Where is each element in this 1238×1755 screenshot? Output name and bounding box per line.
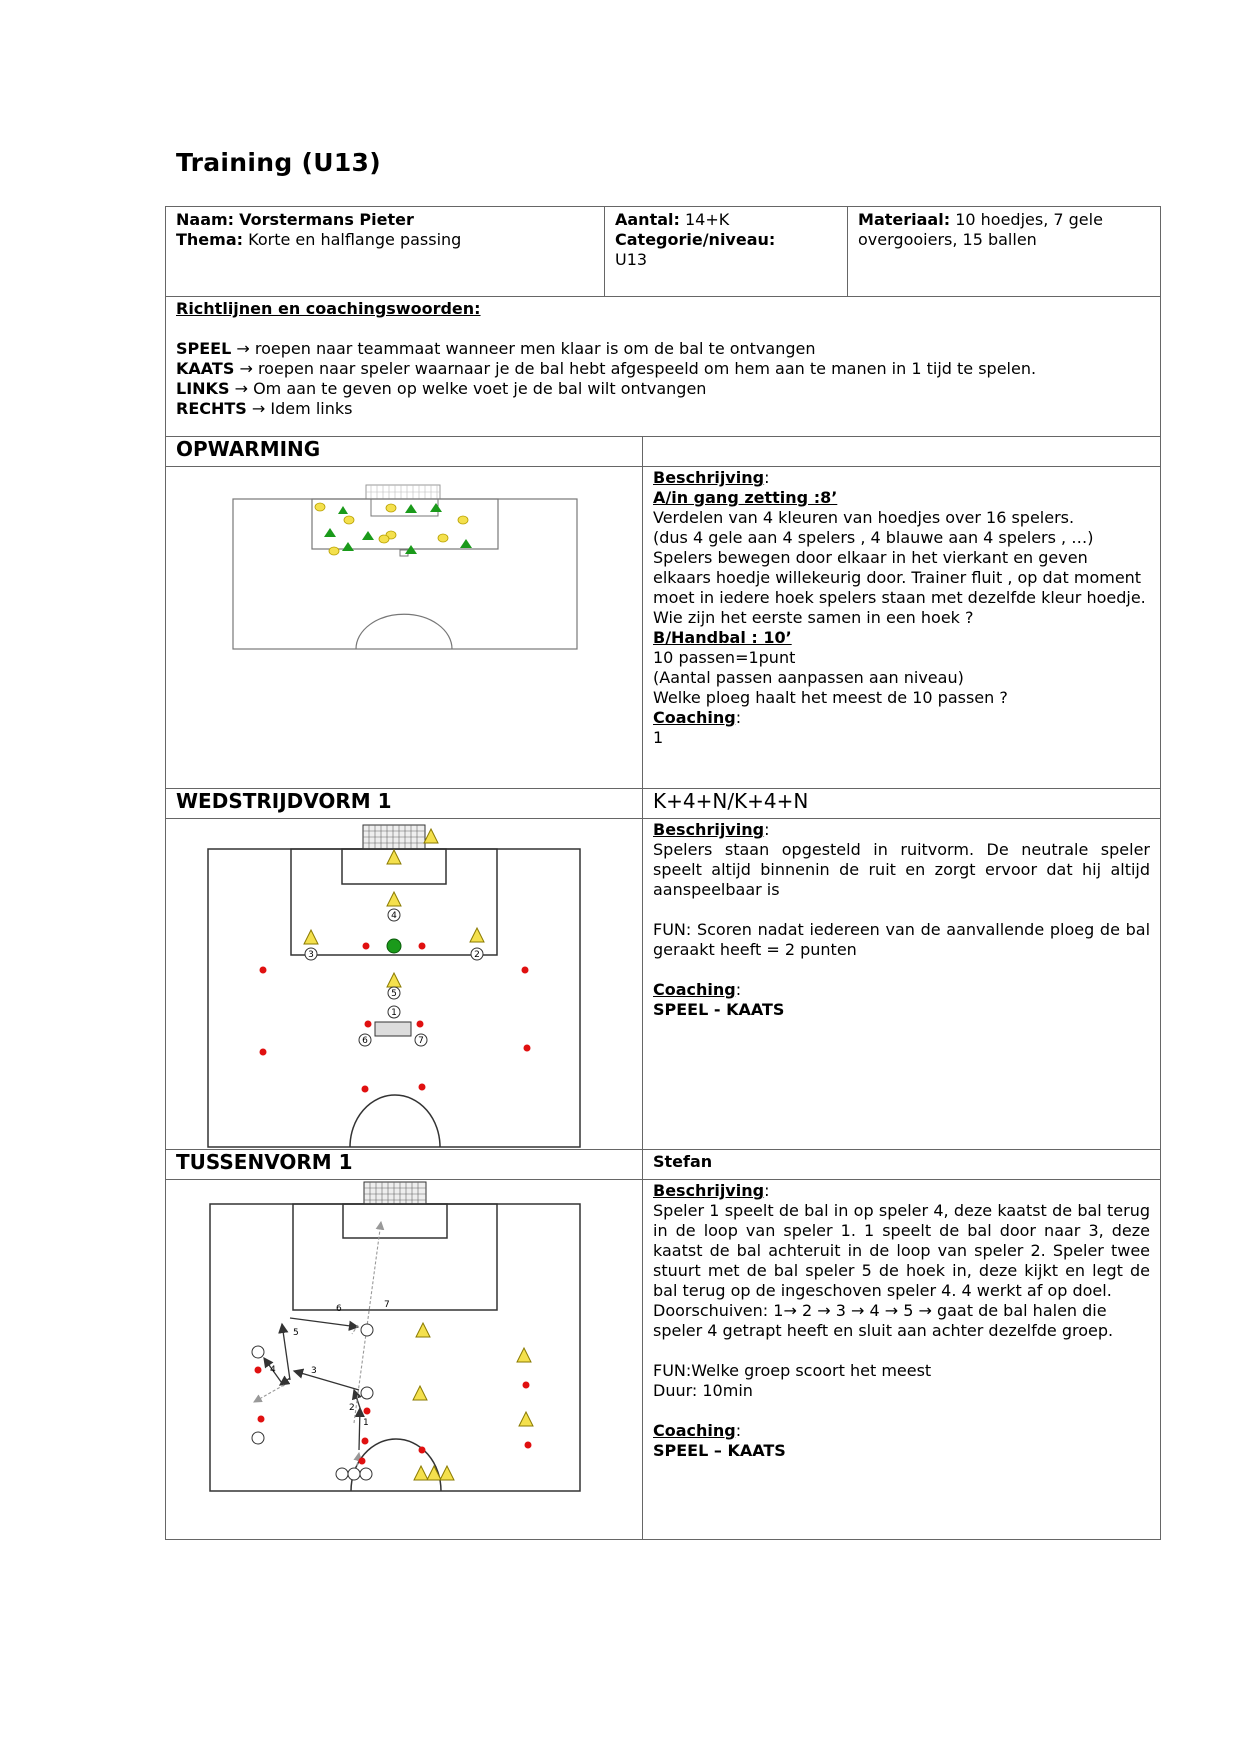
tussenvorm-pitch-diagram (166, 1180, 643, 1538)
tussenvorm-coaching-value: SPEEL – KAATS (653, 1441, 786, 1460)
guideline-rechts: RECHTS → Idem links (176, 399, 353, 418)
pass-number: 7 (384, 1300, 390, 1310)
opwarming-b-line: Welke ploeg haalt het meest de 10 passen ? (653, 688, 1008, 707)
wedstrijdvorm-beschrijving-label: Beschrijving (653, 820, 765, 839)
training-sheet (165, 206, 1160, 1540)
guideline-links: LINKS → Om aan te geven op welke voet je de bal wilt ontvangen (176, 379, 707, 398)
opwarming-part-a-title: A/in gang zetting :8’ (653, 488, 838, 507)
aantal-label: Aantal: (615, 210, 680, 229)
opwarming-coaching-value: 1 (653, 728, 664, 747)
guidelines-cell (166, 297, 1161, 437)
thema-value: Korte en halflange passing (248, 230, 462, 249)
opwarming-right-heading (643, 437, 1161, 467)
categorie-value: U13 (615, 250, 648, 269)
page-title: Training (U13) (176, 148, 381, 177)
tussenvorm-right-heading: Stefan (643, 1150, 1161, 1180)
wedstrijd-player-number: 7 (418, 1036, 424, 1046)
wedstrijdvorm-text-cell: Beschrijving: Spelers staan opgesteld in ruitvorm. De neutrale speler speelt altijd binnenin de ruit en zorgt ervoor dat hij altijd aanspeelbaar is FUN: Scoren nadat iedereen van de aanvallende ploeg de bal geraakt heeft = 2 punten Coaching: SPEEL - KAATS (643, 819, 1161, 1150)
tussenvorm-diagram-cell (166, 1180, 643, 1540)
wedstrijd-player-number: 6 (362, 1036, 368, 1046)
wedstrijd-player-number: 4 (391, 911, 397, 921)
tussenvorm-duur: Duur: 10min (653, 1381, 753, 1400)
wedstrijd-player-number: 5 (391, 989, 397, 999)
wedstrijdvorm-heading-row (166, 789, 1161, 819)
materiaal-value: 10 hoedjes, 7 gele overgooiers, 15 ballen (858, 210, 1103, 249)
wedstrijdvorm-coaching-label: Coaching (653, 980, 736, 999)
wedstrijdvorm-coaching-value: SPEEL - KAATS (653, 1000, 785, 1019)
naam-value: Vorstermans Pieter (239, 210, 414, 229)
guidelines-row (166, 297, 1161, 437)
opwarming-coaching-label: Coaching (653, 708, 736, 727)
naam-label: Naam: (176, 210, 235, 229)
pass-number: 4 (270, 1365, 276, 1375)
wedstrijdvorm-pitch-diagram (166, 819, 643, 1148)
guideline-speel: SPEEL → roepen naar teammaat wanneer men klaar is om de bal te ontvangen (176, 339, 816, 358)
opwarming-content-row (166, 467, 1161, 789)
materiaal-cell (848, 207, 1161, 297)
tussenvorm-beschrijving-label: Beschrijving (653, 1181, 765, 1200)
wedstrijdvorm-heading: WEDSTRIJDVORM 1 (166, 789, 643, 819)
opwarming-pitch-diagram (166, 467, 643, 787)
categorie-label: Categorie/niveau: (615, 230, 776, 249)
training-table (165, 206, 1161, 1540)
wedstrijd-player-number: 2 (474, 950, 480, 960)
opwarming-beschrijving-label: Beschrijving (653, 468, 765, 487)
wedstrijd-player-number: 1 (391, 1008, 397, 1018)
opwarming-a-line: (dus 4 gele aan 4 spelers , 4 blauwe aan 4 spelers , …) (653, 528, 1094, 547)
opwarming-heading: OPWARMING (166, 437, 643, 467)
naam-thema-cell (166, 207, 605, 297)
pass-number: 2 (349, 1403, 355, 1413)
materiaal-label: Materiaal: (858, 210, 951, 229)
opwarming-a-line: Verdelen van 4 kleuren van hoedjes over 16 spelers. (653, 508, 1075, 527)
pass-number: 5 (293, 1328, 299, 1338)
tussenvorm-fun: FUN:Welke groep scoort het meest (653, 1361, 932, 1380)
opwarming-text-cell: Beschrijving: A/in gang zetting :8’ Verdelen van 4 kleuren van hoedjes over 16 spelers. (dus 4 gele aan 4 spelers , 4 blauwe aan 4 spelers , …) Spelers bewegen door elkaar in het vierkant en geven elkaars hoedje willekeurig door. Trainer fluit , op dat moment moet in iedere hoek spelers staan met dezelfde kleur hoedje. Wie zijn het eerste samen in een hoek ? B/Handbal : 10’ 10 passen=1punt (Aantal passen aanpassen aan niveau) Welke ploeg haalt het meest de 10 passen ? Coaching: 1 (643, 467, 1161, 789)
tussenvorm-text-cell: Beschrijving: Speler 1 speelt de bal in op speler 4, deze kaatst de bal terug in de loop van speler 1. 1 speelt de bal door naar 3, deze kaatst de bal achteruit in de loop van speler 2. Speler twee stuurt met de bal speler 5 de hoek in, deze kijkt en legt de bal terug op de ingeschoven speler 4. 4 werkt af op doel. Doorschuiven: 1→ 2 → 3 → 4 → 5 → gaat de bal halen die speler 4 getrapt heeft en sluit aan achter dezelfde groep. FUN:Welke groep scoort het meest Duur: 10min Coaching: SPEEL – KAATS (643, 1180, 1161, 1540)
tussenvorm-doorschuiven: Doorschuiven: 1→ 2 → 3 → 4 → 5 → gaat de bal halen die speler 4 getrapt heeft en sluit aan achter dezelfde groep. (653, 1301, 1114, 1340)
tussenvorm-coaching-label: Coaching (653, 1421, 736, 1440)
wedstrijdvorm-content-row (166, 819, 1161, 1150)
pass-number: 6 (336, 1304, 342, 1314)
opwarming-b-line: 10 passen=1punt (653, 648, 796, 667)
aantal-value: 14+K (685, 210, 730, 229)
header-row (166, 207, 1161, 297)
aantal-cell (605, 207, 848, 297)
opwarming-part-b-title: B/Handbal : 10’ (653, 628, 792, 647)
pass-number: 3 (311, 1366, 317, 1376)
wedstrijdvorm-description: Spelers staan opgesteld in ruitvorm. De neutrale speler speelt altijd binnenin de ruit en zorgt ervoor dat hij altijd aanspeelbaar is (653, 840, 1151, 899)
opwarming-diagram-cell (166, 467, 643, 789)
tussenvorm-heading-row (166, 1150, 1161, 1180)
wedstrijdvorm-diagram-cell (166, 819, 643, 1150)
wedstrijdvorm-right-heading: K+4+N/K+4+N (643, 789, 1161, 819)
opwarming-a-line: Spelers bewegen door elkaar in het vierkant en geven elkaars hoedje willekeurig door. Trainer fluit , op dat moment moet in iedere hoek spelers staan met dezelfde kleur hoedje. Wie zijn het eerste samen in een hoek ? (653, 548, 1146, 627)
opwarming-heading-row (166, 437, 1161, 467)
tussenvorm-description: Speler 1 speelt de bal in op speler 4, deze kaatst de bal terug in de loop van speler 1. 1 speelt de bal door naar 3, deze kaatst de bal achteruit in de loop van speler 2. Speler twee stuurt met de bal speler 5 de hoek in, deze kijkt en legt de bal terug op de ingeschoven speler 4. 4 werkt af op doel. (653, 1201, 1151, 1300)
tussenvorm-heading: TUSSENVORM 1 (166, 1150, 643, 1180)
guideline-kaats: KAATS → roepen naar speler waarnaar je de bal hebt afgespeeld om hem aan te manen in 1 tijd te spelen. (176, 359, 1037, 378)
pass-number: 1 (363, 1418, 369, 1428)
tussenvorm-content-row (166, 1180, 1161, 1540)
wedstrijdvorm-fun: FUN: Scoren nadat iedereen van de aanvallende ploeg de bal geraakt heeft = 2 punten (653, 920, 1151, 959)
wedstrijd-player-number: 3 (308, 950, 314, 960)
opwarming-b-line: (Aantal passen aanpassen aan niveau) (653, 668, 964, 687)
thema-label: Thema: (176, 230, 244, 249)
guidelines-heading: Richtlijnen en coachingswoorden: (176, 299, 481, 318)
